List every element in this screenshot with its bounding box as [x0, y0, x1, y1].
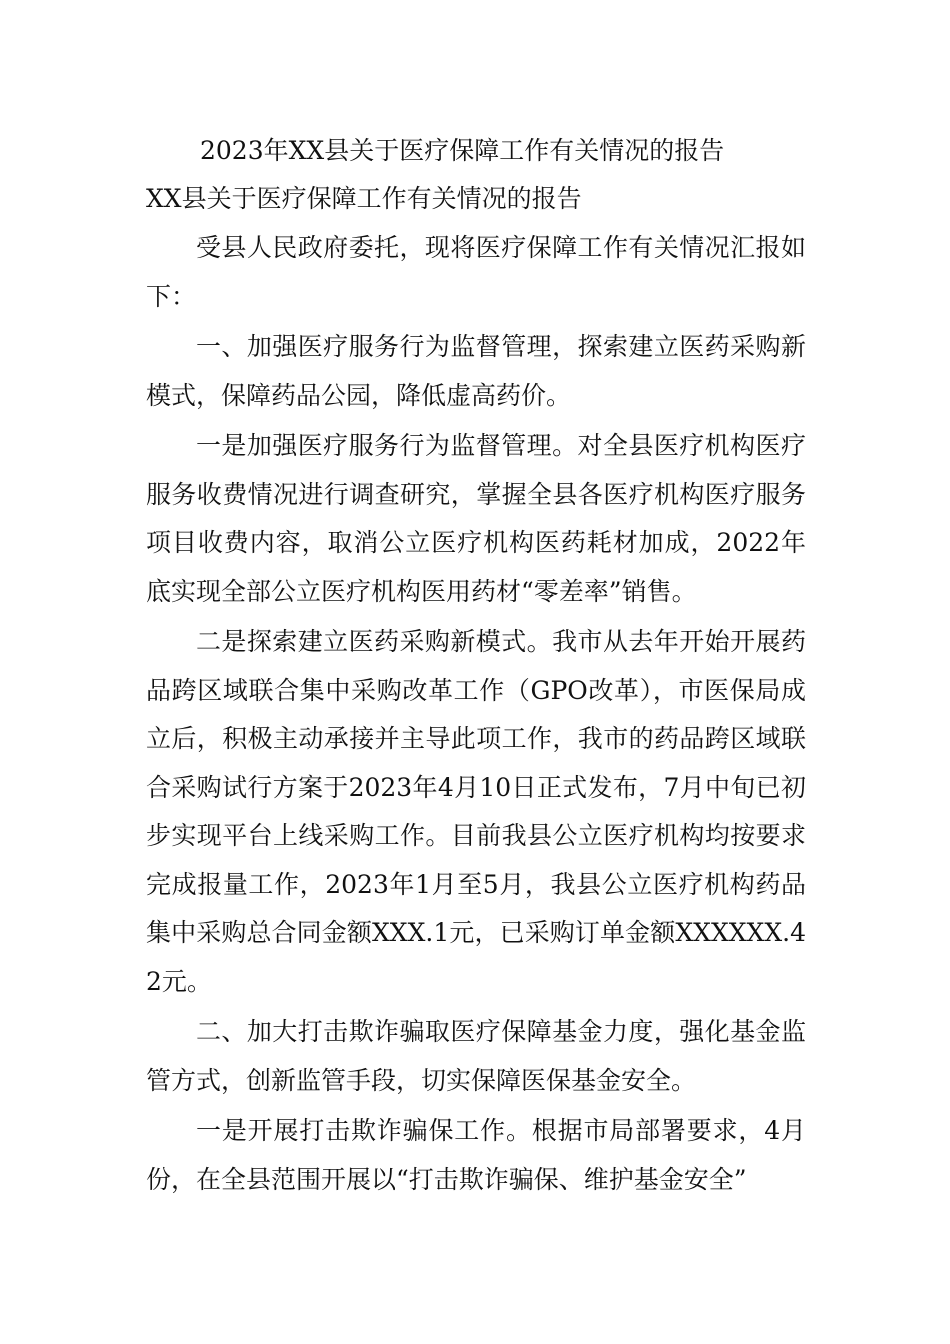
document-title: 2023年XX县关于医疗保障工作有关情况的报告 — [200, 136, 725, 165]
paragraph-intro: 受县人民政府委托，现将医疗保障工作有关情况汇报如下： — [146, 233, 806, 311]
document-body — [146, 128, 806, 1204]
paragraph-section-1-item-1: 一是加强医疗服务行为监督管理。对全县医疗机构医疗服务收费情况进行调查研究，掌握全县各医疗机构医疗服务项目收费内容，取消公立医疗机构医药耗材加成，2022年底实现全部公立医疗机构医用药材“零差率”销售。 — [146, 431, 806, 606]
paragraph-section-1-heading: 一、加强医疗服务行为监督管理，探索建立医药采购新模式，保障药品公园，降低虚高药价。 — [146, 332, 806, 410]
paragraph-section-2-item-1: 一是开展打击欺诈骗保工作。根据市局部署要求，4月份，在全县范围开展以“打击欺诈骗保、维护基金安全” — [146, 1116, 806, 1194]
paragraph-section-2-heading: 二、加大打击欺诈骗取医疗保障基金力度，强化基金监管方式，创新监管手段，切实保障医保基金安全。 — [146, 1017, 806, 1095]
document-subtitle: XX县关于医疗保障工作有关情况的报告 — [146, 184, 582, 213]
paragraph-section-1-item-2: 二是探索建立医药采购新模式。我市从去年开始开展药品跨区域联合集中采购改革工作（GPO改革），市医保局成立后，积极主动承接并主导此项工作，我市的药品跨区域联合采购试行方案于2023年4月10日正式发布，7月中旬已初步实现平台上线采购工作。目前我县公立医疗机构均按要求完成报量工作，2023年1月至5月，我县公立医疗机构药品集中采购总合同金额XXX.1元，已采购订单金额XXXXXX.42元。 — [146, 627, 806, 996]
